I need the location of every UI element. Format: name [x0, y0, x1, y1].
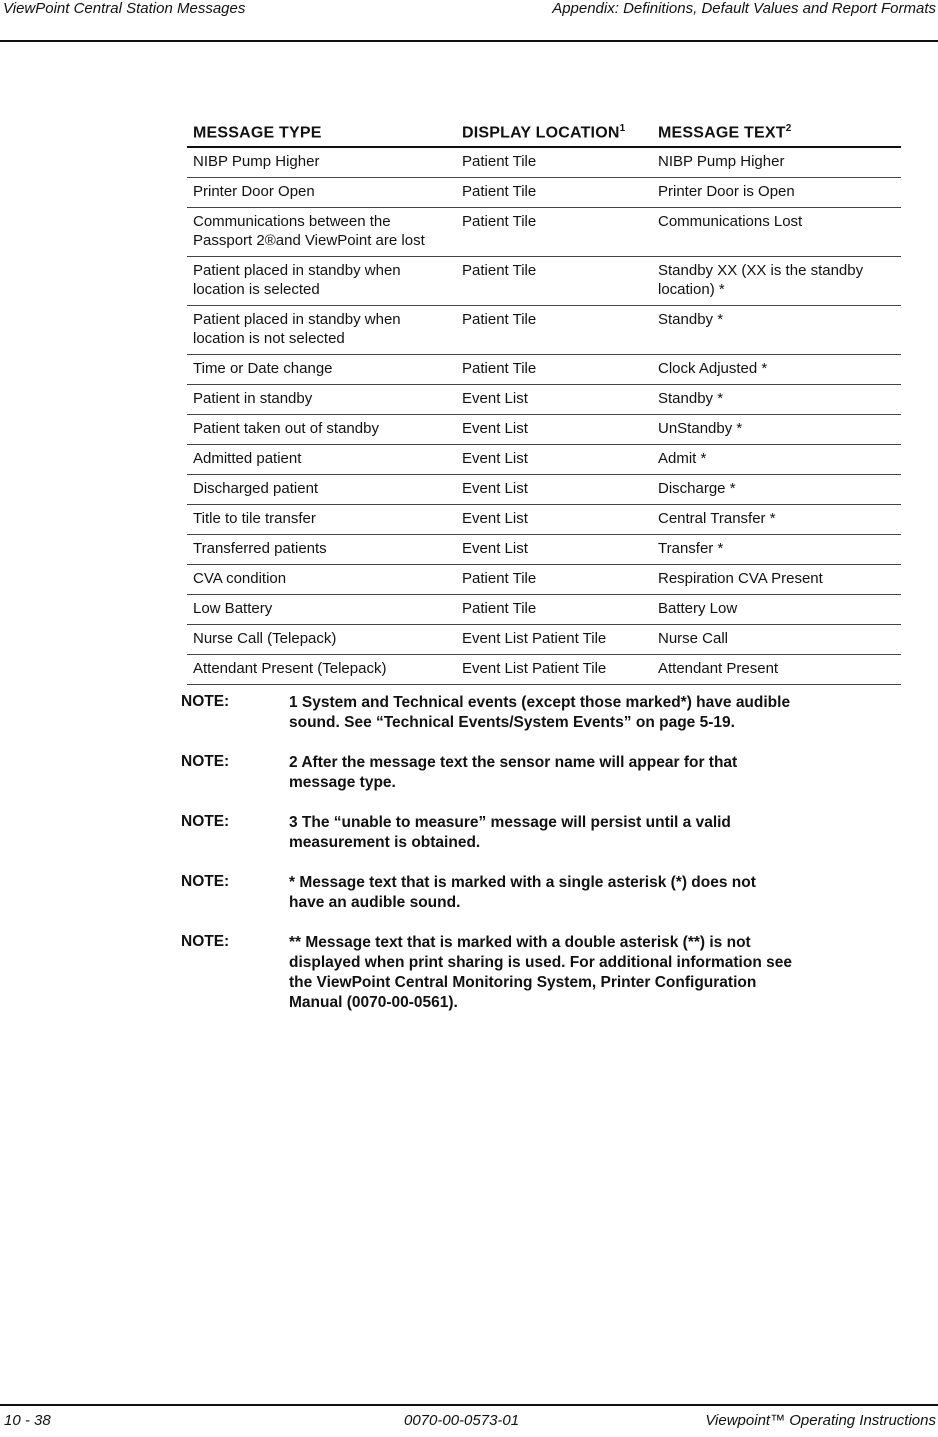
cell-message-text: UnStandby *: [652, 415, 901, 445]
cell-message-type: Low Battery: [187, 595, 456, 625]
table-row: [187, 385, 901, 415]
cell-message-text: Printer Door is Open: [652, 178, 901, 208]
cell-display-location: Patient Tile: [456, 257, 652, 306]
document-number: 0070-00-0573-01: [404, 1412, 520, 1429]
column-header-display-location: DISPLAY LOCATION$^1$: [456, 121, 652, 147]
cell-display-location: Event List Patient Tile: [456, 625, 652, 655]
cell-message-type: Nurse Call (Telepack): [187, 625, 456, 655]
cell-display-location: Event List: [456, 505, 652, 535]
cell-message-type: Patient placed in standby when location is selected: [187, 257, 456, 306]
cell-message-type: Title to tile transfer: [187, 505, 456, 535]
cell-message-type: NIBP Pump Higher: [187, 147, 456, 178]
cell-display-location: Event List: [456, 535, 652, 565]
note-text: * Message text that is marked with a single asterisk (*) does not have an audible sound.: [289, 874, 756, 911]
cell-message-text: Respiration CVA Present: [652, 565, 901, 595]
table-row: [187, 625, 901, 655]
cell-message-text: Communications Lost: [652, 208, 901, 257]
page-header: [0, 0, 938, 42]
cell-display-location: Patient Tile: [456, 565, 652, 595]
cell-message-text: Clock Adjusted *: [652, 355, 901, 385]
cell-message-type: Patient placed in standby when location is not selected: [187, 306, 456, 355]
cell-message-text: NIBP Pump Higher: [652, 147, 901, 178]
cell-message-type: Discharged patient: [187, 475, 456, 505]
page-number: 10 - 38: [4, 1412, 51, 1429]
cell-message-text: Battery Low: [652, 595, 901, 625]
cell-message-text: Attendant Present: [652, 655, 901, 685]
note-label: NOTE:: [181, 753, 230, 770]
cell-message-type: Printer Door Open: [187, 178, 456, 208]
cell-message-text: Nurse Call: [652, 625, 901, 655]
notes-section: [181, 693, 801, 1033]
page-footer: [0, 1404, 938, 1437]
cell-display-location: Patient Tile: [456, 208, 652, 257]
header-section-title: ViewPoint Central Station Messages: [3, 0, 246, 17]
table-row: [187, 306, 901, 355]
table-row: [187, 208, 901, 257]
note-text: ** Message text that is marked with a double asterisk (**) is not displayed when print sharing is used. For additional information see the ViewPoint Central Monitoring System, Printer Configuration Manual (0070-00-0561).: [289, 934, 792, 1011]
cell-message-text: Admit *: [652, 445, 901, 475]
table-row: [187, 505, 901, 535]
table-row: [187, 655, 901, 685]
messages-table: [187, 121, 901, 685]
table-row: [187, 415, 901, 445]
cell-message-type: Patient taken out of standby: [187, 415, 456, 445]
note: [181, 693, 801, 733]
cell-message-type: Transferred patients: [187, 535, 456, 565]
cell-message-text: Central Transfer *: [652, 505, 901, 535]
note-label: NOTE:: [181, 933, 230, 950]
cell-display-location: Event List Patient Tile: [456, 655, 652, 685]
cell-message-text: Standby XX (XX is the standby location) *: [652, 257, 901, 306]
cell-message-text: Transfer *: [652, 535, 901, 565]
note-text: 1 System and Technical events (except those marked*) have audible sound. See “Technical Events/System Events” on page 5-19.: [289, 694, 791, 731]
table-row: [187, 595, 901, 625]
cell-display-location: Patient Tile: [456, 147, 652, 178]
table-row: [187, 445, 901, 475]
note-label: NOTE:: [181, 873, 230, 890]
cell-message-type: CVA condition: [187, 565, 456, 595]
note: [181, 873, 801, 913]
cell-message-type: Patient in standby: [187, 385, 456, 415]
table-row: [187, 535, 901, 565]
note-text: 3 The “unable to measure” message will persist until a valid measurement is obtained.: [289, 814, 731, 851]
note: [181, 753, 801, 793]
cell-message-type: Time or Date change: [187, 355, 456, 385]
table-row: [187, 355, 901, 385]
column-header-message-text: MESSAGE TEXT$^2$: [652, 121, 901, 147]
table-row: [187, 257, 901, 306]
note-text: 2 After the message text the sensor name will appear for that message type.: [289, 754, 738, 791]
table-header-row: [187, 121, 901, 147]
note-label: NOTE:: [181, 693, 230, 710]
cell-message-type: Communications between the Passport 2®and ViewPoint are lost: [187, 208, 456, 257]
note: [181, 933, 801, 1013]
manual-title: Viewpoint™ Operating Instructions: [705, 1412, 936, 1429]
table-row: [187, 178, 901, 208]
column-header-message-type: MESSAGE TYPE: [187, 121, 456, 147]
cell-display-location: Event List: [456, 385, 652, 415]
cell-message-type: Admitted patient: [187, 445, 456, 475]
note: [181, 813, 801, 853]
header-chapter-title: Appendix: Definitions, Default Values and Report Formats: [552, 0, 936, 17]
table-row: [187, 565, 901, 595]
cell-message-type: Attendant Present (Telepack): [187, 655, 456, 685]
cell-display-location: Patient Tile: [456, 178, 652, 208]
note-label: NOTE:: [181, 813, 230, 830]
cell-message-text: Standby *: [652, 385, 901, 415]
cell-message-text: Discharge *: [652, 475, 901, 505]
cell-display-location: Patient Tile: [456, 306, 652, 355]
table-row: [187, 475, 901, 505]
cell-display-location: Patient Tile: [456, 595, 652, 625]
cell-display-location: Event List: [456, 415, 652, 445]
cell-message-text: Standby *: [652, 306, 901, 355]
cell-display-location: Event List: [456, 445, 652, 475]
cell-display-location: Event List: [456, 475, 652, 505]
table-row: [187, 147, 901, 178]
cell-display-location: Patient Tile: [456, 355, 652, 385]
